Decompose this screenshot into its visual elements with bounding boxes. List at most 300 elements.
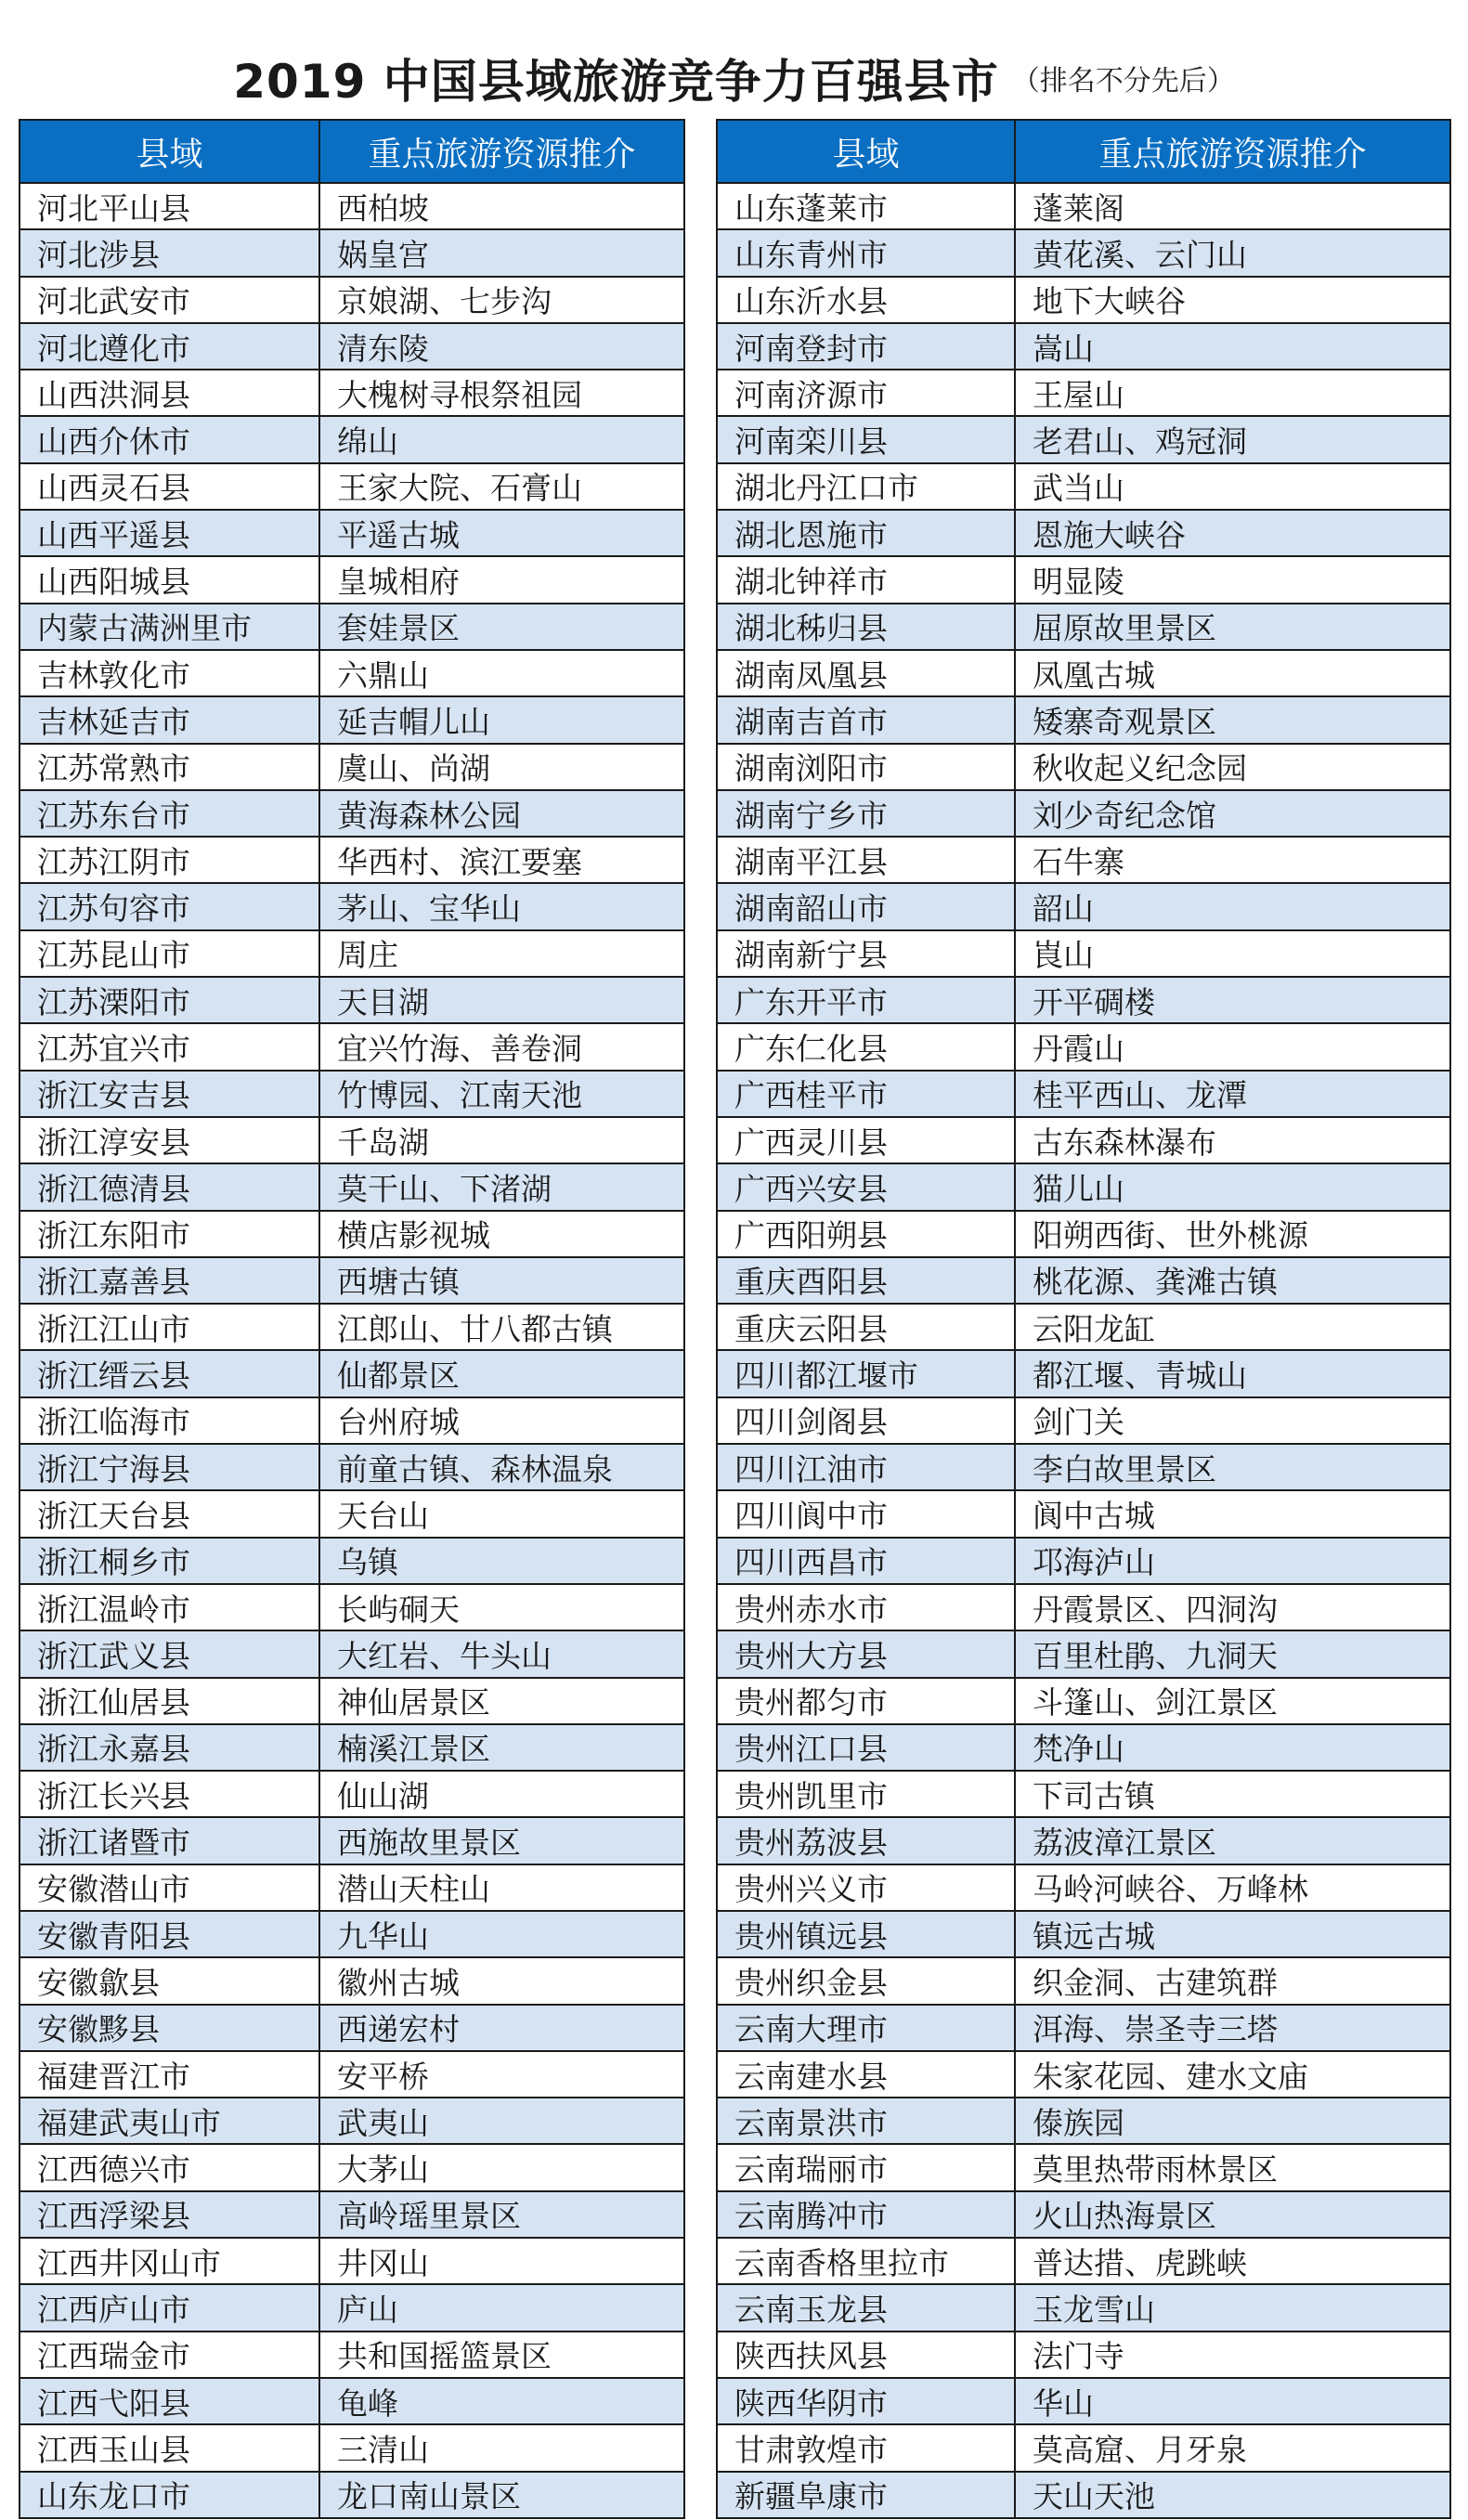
county-cell: 云南瑞丽市 bbox=[717, 2144, 1015, 2190]
resource-cell: 刘少奇纪念馆 bbox=[1015, 790, 1450, 837]
county-cell: 安徽潜山市 bbox=[19, 1864, 319, 1911]
county-cell: 浙江淳安县 bbox=[19, 1117, 319, 1163]
table-row bbox=[19, 1071, 684, 1117]
county-cell: 河北武安市 bbox=[19, 277, 319, 323]
table-row bbox=[717, 883, 1450, 929]
county-cell: 江西弋阳县 bbox=[19, 2378, 319, 2424]
county-cell: 安徽青阳县 bbox=[19, 1911, 319, 1957]
table-row bbox=[717, 463, 1450, 510]
resource-cell: 西塘古镇 bbox=[319, 1257, 684, 1304]
county-cell: 浙江临海市 bbox=[19, 1397, 319, 1444]
county-cell: 浙江长兴县 bbox=[19, 1771, 319, 1817]
county-cell: 河北涉县 bbox=[19, 229, 319, 276]
county-cell: 安徽歙县 bbox=[19, 1957, 319, 2004]
resource-cell: 娲皇宫 bbox=[319, 229, 684, 276]
table-row bbox=[717, 1630, 1450, 1677]
county-cell: 云南大理市 bbox=[717, 2005, 1015, 2051]
resource-cell: 千岛湖 bbox=[319, 1117, 684, 1163]
table-row bbox=[717, 2238, 1450, 2284]
resource-cell: 都江堰、青城山 bbox=[1015, 1350, 1450, 1396]
county-cell: 贵州江口县 bbox=[717, 1724, 1015, 1771]
table-row bbox=[19, 2144, 684, 2190]
table-row bbox=[717, 1444, 1450, 1490]
table-row bbox=[19, 556, 684, 603]
title-note: （排名不分先后） bbox=[1011, 65, 1235, 97]
table-row bbox=[19, 1724, 684, 1771]
county-cell: 山东沂水县 bbox=[717, 277, 1015, 323]
county-cell: 云南香格里拉市 bbox=[717, 2238, 1015, 2284]
table-row bbox=[19, 1817, 684, 1864]
table-row bbox=[717, 2191, 1450, 2238]
table-row bbox=[717, 1771, 1450, 1817]
table-row bbox=[19, 463, 684, 510]
table-row bbox=[19, 2238, 684, 2284]
county-cell: 湖南宁乡市 bbox=[717, 790, 1015, 837]
county-cell: 广西桂平市 bbox=[717, 1071, 1015, 1117]
resource-cell: 凤凰古城 bbox=[1015, 650, 1450, 696]
county-cell: 江苏溧阳市 bbox=[19, 977, 319, 1023]
county-cell: 贵州荔波县 bbox=[717, 1817, 1015, 1864]
table-row bbox=[717, 1397, 1450, 1444]
county-cell: 江苏江阴市 bbox=[19, 837, 319, 883]
county-cell: 福建武夷山市 bbox=[19, 2098, 319, 2144]
county-cell: 四川剑阁县 bbox=[717, 1397, 1015, 1444]
resource-cell: 桃花源、龚滩古镇 bbox=[1015, 1257, 1450, 1304]
county-cell: 吉林敦化市 bbox=[19, 650, 319, 696]
resource-cell: 织金洞、古建筑群 bbox=[1015, 1957, 1450, 2004]
resource-cell: 周庄 bbox=[319, 930, 684, 977]
county-table-right bbox=[716, 119, 1451, 2519]
table-row bbox=[717, 1584, 1450, 1630]
resource-cell: 九华山 bbox=[319, 1911, 684, 1957]
county-cell: 浙江安吉县 bbox=[19, 1071, 319, 1117]
county-cell: 内蒙古满洲里市 bbox=[19, 604, 319, 650]
county-cell: 江西井冈山市 bbox=[19, 2238, 319, 2284]
resource-cell: 黄海森林公园 bbox=[319, 790, 684, 837]
county-cell: 山西灵石县 bbox=[19, 463, 319, 510]
resource-cell: 绵山 bbox=[319, 416, 684, 462]
resource-cell: 天台山 bbox=[319, 1490, 684, 1537]
table-row bbox=[19, 277, 684, 323]
county-cell: 湖南吉首市 bbox=[717, 696, 1015, 743]
county-cell: 浙江江山市 bbox=[19, 1304, 319, 1350]
county-cell: 湖南凤凰县 bbox=[717, 650, 1015, 696]
table-row bbox=[19, 1584, 684, 1630]
county-cell: 四川阆中市 bbox=[717, 1490, 1015, 1537]
county-cell: 安徽黟县 bbox=[19, 2005, 319, 2051]
county-cell: 浙江仙居县 bbox=[19, 1678, 319, 1724]
county-cell: 湖北秭归县 bbox=[717, 604, 1015, 650]
resource-cell: 蓬莱阁 bbox=[1015, 183, 1450, 229]
resource-cell: 马岭河峡谷、万峰林 bbox=[1015, 1864, 1450, 1911]
resource-cell: 武当山 bbox=[1015, 463, 1450, 510]
table-row bbox=[717, 930, 1450, 977]
county-cell: 云南景洪市 bbox=[717, 2098, 1015, 2144]
resource-cell: 火山热海景区 bbox=[1015, 2191, 1450, 2238]
title-main: 2019 中国县域旅游竞争力百强县市 bbox=[233, 55, 999, 109]
resource-cell: 地下大峡谷 bbox=[1015, 277, 1450, 323]
county-cell: 广东开平市 bbox=[717, 977, 1015, 1023]
resource-cell: 莫干山、下渚湖 bbox=[319, 1163, 684, 1210]
county-cell: 山西平遥县 bbox=[19, 510, 319, 556]
resource-cell: 莫高窟、月牙泉 bbox=[1015, 2424, 1450, 2471]
resource-cell: 延吉帽儿山 bbox=[319, 696, 684, 743]
county-cell: 新疆阜康市 bbox=[717, 2472, 1015, 2518]
county-cell: 湖南浏阳市 bbox=[717, 744, 1015, 790]
resource-cell: 玉龙雪山 bbox=[1015, 2284, 1450, 2331]
table-row bbox=[19, 1350, 684, 1396]
resource-cell: 桂平西山、龙潭 bbox=[1015, 1071, 1450, 1117]
county-cell: 浙江东阳市 bbox=[19, 1211, 319, 1257]
resource-cell: 高岭瑶里景区 bbox=[319, 2191, 684, 2238]
county-cell: 广东仁化县 bbox=[717, 1023, 1015, 1070]
table-row bbox=[19, 2051, 684, 2098]
header-resource: 重点旅游资源推介 bbox=[1015, 120, 1450, 183]
table-row bbox=[717, 696, 1450, 743]
table-row bbox=[717, 1538, 1450, 1584]
county-cell: 贵州都匀市 bbox=[717, 1678, 1015, 1724]
resource-cell: 仙山湖 bbox=[319, 1771, 684, 1817]
table-row bbox=[19, 2332, 684, 2378]
county-cell: 贵州织金县 bbox=[717, 1957, 1015, 2004]
county-cell: 江西浮梁县 bbox=[19, 2191, 319, 2238]
resource-cell: 屈原故里景区 bbox=[1015, 604, 1450, 650]
resource-cell: 洱海、崇圣寺三塔 bbox=[1015, 2005, 1450, 2051]
table-row bbox=[717, 1490, 1450, 1537]
resource-cell: 西施故里景区 bbox=[319, 1817, 684, 1864]
resource-cell: 崀山 bbox=[1015, 930, 1450, 977]
table-row bbox=[19, 323, 684, 370]
county-cell: 甘肃敦煌市 bbox=[717, 2424, 1015, 2471]
table-row bbox=[717, 2098, 1450, 2144]
county-cell: 江苏常熟市 bbox=[19, 744, 319, 790]
county-cell: 山东龙口市 bbox=[19, 2472, 319, 2518]
county-cell: 浙江德清县 bbox=[19, 1163, 319, 1210]
resource-cell: 法门寺 bbox=[1015, 2332, 1450, 2378]
table-row bbox=[717, 2005, 1450, 2051]
resource-cell: 潜山天柱山 bbox=[319, 1864, 684, 1911]
county-cell: 吉林延吉市 bbox=[19, 696, 319, 743]
table-row bbox=[19, 1490, 684, 1537]
resource-cell: 恩施大峡谷 bbox=[1015, 510, 1450, 556]
county-cell: 贵州兴义市 bbox=[717, 1864, 1015, 1911]
table-row bbox=[19, 930, 684, 977]
county-cell: 浙江宁海县 bbox=[19, 1444, 319, 1490]
county-cell: 贵州大方县 bbox=[717, 1630, 1015, 1677]
table-row bbox=[19, 1257, 684, 1304]
table-row bbox=[717, 323, 1450, 370]
table-row bbox=[717, 2284, 1450, 2331]
table-row bbox=[19, 2424, 684, 2471]
resource-cell: 西递宏村 bbox=[319, 2005, 684, 2051]
county-cell: 湖南平江县 bbox=[717, 837, 1015, 883]
resource-cell: 长屿硐天 bbox=[319, 1584, 684, 1630]
county-cell: 江苏宜兴市 bbox=[19, 1023, 319, 1070]
resource-cell: 阳朔西街、世外桃源 bbox=[1015, 1211, 1450, 1257]
table-row bbox=[717, 604, 1450, 650]
resource-cell: 西柏坡 bbox=[319, 183, 684, 229]
county-cell: 云南腾冲市 bbox=[717, 2191, 1015, 2238]
table-row bbox=[717, 416, 1450, 462]
table-row bbox=[717, 1350, 1450, 1396]
resource-cell: 套娃景区 bbox=[319, 604, 684, 650]
resource-cell: 庐山 bbox=[319, 2284, 684, 2331]
county-cell: 广西兴安县 bbox=[717, 1163, 1015, 1210]
table-row bbox=[717, 277, 1450, 323]
resource-cell: 楠溪江景区 bbox=[319, 1724, 684, 1771]
table-row bbox=[717, 1911, 1450, 1957]
resource-cell: 斗篷山、剑江景区 bbox=[1015, 1678, 1450, 1724]
resource-cell: 前童古镇、森林温泉 bbox=[319, 1444, 684, 1490]
resource-cell: 竹博园、江南天池 bbox=[319, 1071, 684, 1117]
table-row bbox=[19, 1538, 684, 1584]
header-row bbox=[717, 120, 1450, 183]
resource-cell: 嵩山 bbox=[1015, 323, 1450, 370]
table-row bbox=[19, 1864, 684, 1911]
table-row bbox=[19, 183, 684, 229]
county-cell: 浙江永嘉县 bbox=[19, 1724, 319, 1771]
resource-cell: 京娘湖、七步沟 bbox=[319, 277, 684, 323]
county-cell: 江苏句容市 bbox=[19, 883, 319, 929]
table-row bbox=[19, 1023, 684, 1070]
table-row bbox=[19, 1397, 684, 1444]
resource-cell: 阆中古城 bbox=[1015, 1490, 1450, 1537]
table-row bbox=[717, 650, 1450, 696]
table-row bbox=[19, 790, 684, 837]
table-row bbox=[19, 510, 684, 556]
table-row bbox=[717, 1817, 1450, 1864]
resource-cell: 横店影视城 bbox=[319, 1211, 684, 1257]
county-cell: 河南栾川县 bbox=[717, 416, 1015, 462]
county-cell: 福建晋江市 bbox=[19, 2051, 319, 2098]
table-row bbox=[19, 650, 684, 696]
resource-cell: 神仙居景区 bbox=[319, 1678, 684, 1724]
county-cell: 湖北丹江口市 bbox=[717, 463, 1015, 510]
county-cell: 云南玉龙县 bbox=[717, 2284, 1015, 2331]
resource-cell: 韶山 bbox=[1015, 883, 1450, 929]
county-cell: 陕西华阴市 bbox=[717, 2378, 1015, 2424]
table-row bbox=[19, 370, 684, 416]
resource-cell: 三清山 bbox=[319, 2424, 684, 2471]
resource-cell: 普达措、虎跳峡 bbox=[1015, 2238, 1450, 2284]
resource-cell: 徽州古城 bbox=[319, 1957, 684, 2004]
table-row bbox=[19, 2191, 684, 2238]
table-row bbox=[717, 2051, 1450, 2098]
county-cell: 云南建水县 bbox=[717, 2051, 1015, 2098]
county-cell: 湖北钟祥市 bbox=[717, 556, 1015, 603]
resource-cell: 矮寨奇观景区 bbox=[1015, 696, 1450, 743]
resource-cell: 镇远古城 bbox=[1015, 1911, 1450, 1957]
table-row bbox=[19, 1678, 684, 1724]
resource-cell: 六鼎山 bbox=[319, 650, 684, 696]
table-row bbox=[19, 2378, 684, 2424]
county-cell: 浙江诸暨市 bbox=[19, 1817, 319, 1864]
county-cell: 贵州赤水市 bbox=[717, 1584, 1015, 1630]
resource-cell: 华山 bbox=[1015, 2378, 1450, 2424]
county-cell: 浙江温岭市 bbox=[19, 1584, 319, 1630]
table-row bbox=[717, 2424, 1450, 2471]
county-cell: 重庆云阳县 bbox=[717, 1304, 1015, 1350]
resource-cell: 台州府城 bbox=[319, 1397, 684, 1444]
resource-cell: 共和国摇篮景区 bbox=[319, 2332, 684, 2378]
resource-cell: 老君山、鸡冠洞 bbox=[1015, 416, 1450, 462]
header-county: 县域 bbox=[19, 120, 319, 183]
table-row bbox=[717, 744, 1450, 790]
county-cell: 四川都江堰市 bbox=[717, 1350, 1015, 1396]
table-row bbox=[717, 1864, 1450, 1911]
resource-cell: 云阳龙缸 bbox=[1015, 1304, 1450, 1350]
resource-cell: 李白故里景区 bbox=[1015, 1444, 1450, 1490]
resource-cell: 虞山、尚湖 bbox=[319, 744, 684, 790]
resource-cell: 大茅山 bbox=[319, 2144, 684, 2190]
table-row bbox=[19, 1117, 684, 1163]
table-row bbox=[19, 744, 684, 790]
table-row bbox=[19, 2284, 684, 2331]
resource-cell: 开平碉楼 bbox=[1015, 977, 1450, 1023]
county-cell: 广西灵川县 bbox=[717, 1117, 1015, 1163]
table-row bbox=[717, 2378, 1450, 2424]
resource-cell: 华西村、滨江要塞 bbox=[319, 837, 684, 883]
county-cell: 江苏东台市 bbox=[19, 790, 319, 837]
table-row bbox=[19, 229, 684, 276]
resource-cell: 石牛寨 bbox=[1015, 837, 1450, 883]
resource-cell: 王家大院、石膏山 bbox=[319, 463, 684, 510]
resource-cell: 明显陵 bbox=[1015, 556, 1450, 603]
table-row bbox=[717, 370, 1450, 416]
county-cell: 江西庐山市 bbox=[19, 2284, 319, 2331]
table-row bbox=[19, 2098, 684, 2144]
table-row bbox=[717, 1304, 1450, 1350]
county-cell: 四川西昌市 bbox=[717, 1538, 1015, 1584]
resource-cell: 百里杜鹃、九洞天 bbox=[1015, 1630, 1450, 1677]
resource-cell: 江郎山、廿八都古镇 bbox=[319, 1304, 684, 1350]
resource-cell: 大槐树寻根祭祖园 bbox=[319, 370, 684, 416]
county-cell: 湖南新宁县 bbox=[717, 930, 1015, 977]
resource-cell: 龙口南山景区 bbox=[319, 2472, 684, 2518]
county-cell: 江西德兴市 bbox=[19, 2144, 319, 2190]
resource-cell: 井冈山 bbox=[319, 2238, 684, 2284]
table-row bbox=[717, 977, 1450, 1023]
resource-cell: 宜兴竹海、善卷洞 bbox=[319, 1023, 684, 1070]
table-row bbox=[19, 1304, 684, 1350]
resource-cell: 古东森林瀑布 bbox=[1015, 1117, 1450, 1163]
resource-cell: 安平桥 bbox=[319, 2051, 684, 2098]
table-row bbox=[19, 883, 684, 929]
resource-cell: 乌镇 bbox=[319, 1538, 684, 1584]
resource-cell: 邛海泸山 bbox=[1015, 1538, 1450, 1584]
county-cell: 河南济源市 bbox=[717, 370, 1015, 416]
resource-cell: 下司古镇 bbox=[1015, 1771, 1450, 1817]
county-cell: 山西阳城县 bbox=[19, 556, 319, 603]
table-row bbox=[19, 416, 684, 462]
resource-cell: 梵净山 bbox=[1015, 1724, 1450, 1771]
county-table-left bbox=[19, 119, 685, 2519]
table-row bbox=[19, 1163, 684, 1210]
resource-cell: 王屋山 bbox=[1015, 370, 1450, 416]
table-row bbox=[717, 183, 1450, 229]
table-row bbox=[19, 1957, 684, 2004]
resource-cell: 黄花溪、云门山 bbox=[1015, 229, 1450, 276]
county-cell: 浙江武义县 bbox=[19, 1630, 319, 1677]
table-row bbox=[19, 1630, 684, 1677]
county-cell: 陕西扶风县 bbox=[717, 2332, 1015, 2378]
table-row bbox=[717, 1257, 1450, 1304]
resource-cell: 平遥古城 bbox=[319, 510, 684, 556]
resource-cell: 傣族园 bbox=[1015, 2098, 1450, 2144]
resource-cell: 剑门关 bbox=[1015, 1397, 1450, 1444]
table-row bbox=[717, 1724, 1450, 1771]
resource-cell: 朱家花园、建水文庙 bbox=[1015, 2051, 1450, 2098]
resource-cell: 丹霞山 bbox=[1015, 1023, 1450, 1070]
resource-cell: 天山天池 bbox=[1015, 2472, 1450, 2518]
county-cell: 江苏昆山市 bbox=[19, 930, 319, 977]
header-resource: 重点旅游资源推介 bbox=[319, 120, 684, 183]
resource-cell: 武夷山 bbox=[319, 2098, 684, 2144]
table-row bbox=[717, 510, 1450, 556]
county-cell: 湖北恩施市 bbox=[717, 510, 1015, 556]
table-row bbox=[717, 556, 1450, 603]
county-cell: 河南登封市 bbox=[717, 323, 1015, 370]
resource-cell: 大红岩、牛头山 bbox=[319, 1630, 684, 1677]
page-title bbox=[0, 45, 1468, 111]
table-row bbox=[19, 1444, 684, 1490]
table-row bbox=[19, 837, 684, 883]
table-row bbox=[717, 229, 1450, 276]
resource-cell: 仙都景区 bbox=[319, 1350, 684, 1396]
county-cell: 浙江桐乡市 bbox=[19, 1538, 319, 1584]
resource-cell: 荔波漳江景区 bbox=[1015, 1817, 1450, 1864]
county-cell: 山东青州市 bbox=[717, 229, 1015, 276]
resource-cell: 秋收起义纪念园 bbox=[1015, 744, 1450, 790]
table-row bbox=[19, 1771, 684, 1817]
table-row bbox=[19, 977, 684, 1023]
table-row bbox=[717, 1957, 1450, 2004]
resource-cell: 茅山、宝华山 bbox=[319, 883, 684, 929]
table-row bbox=[717, 2144, 1450, 2190]
county-cell: 贵州镇远县 bbox=[717, 1911, 1015, 1957]
resource-cell: 天目湖 bbox=[319, 977, 684, 1023]
table-row bbox=[717, 1117, 1450, 1163]
table-row bbox=[19, 2005, 684, 2051]
resource-cell: 猫儿山 bbox=[1015, 1163, 1450, 1210]
table-row bbox=[19, 696, 684, 743]
resource-cell: 清东陵 bbox=[319, 323, 684, 370]
resource-cell: 皇城相府 bbox=[319, 556, 684, 603]
table-row bbox=[717, 1023, 1450, 1070]
table-row bbox=[19, 1211, 684, 1257]
county-cell: 广西阳朔县 bbox=[717, 1211, 1015, 1257]
table-row bbox=[717, 2332, 1450, 2378]
county-cell: 贵州凯里市 bbox=[717, 1771, 1015, 1817]
resource-cell: 丹霞景区、四洞沟 bbox=[1015, 1584, 1450, 1630]
resource-cell: 龟峰 bbox=[319, 2378, 684, 2424]
county-cell: 重庆酉阳县 bbox=[717, 1257, 1015, 1304]
county-cell: 浙江嘉善县 bbox=[19, 1257, 319, 1304]
county-cell: 山西介休市 bbox=[19, 416, 319, 462]
table-row bbox=[19, 604, 684, 650]
county-cell: 江西玉山县 bbox=[19, 2424, 319, 2471]
county-cell: 湖南韶山市 bbox=[717, 883, 1015, 929]
county-cell: 河北平山县 bbox=[19, 183, 319, 229]
table-row bbox=[717, 837, 1450, 883]
county-cell: 浙江缙云县 bbox=[19, 1350, 319, 1396]
county-cell: 四川江油市 bbox=[717, 1444, 1015, 1490]
county-cell: 山东蓬莱市 bbox=[717, 183, 1015, 229]
county-cell: 浙江天台县 bbox=[19, 1490, 319, 1537]
table-row bbox=[717, 2472, 1450, 2518]
header-row bbox=[19, 120, 684, 183]
table-row bbox=[717, 1071, 1450, 1117]
